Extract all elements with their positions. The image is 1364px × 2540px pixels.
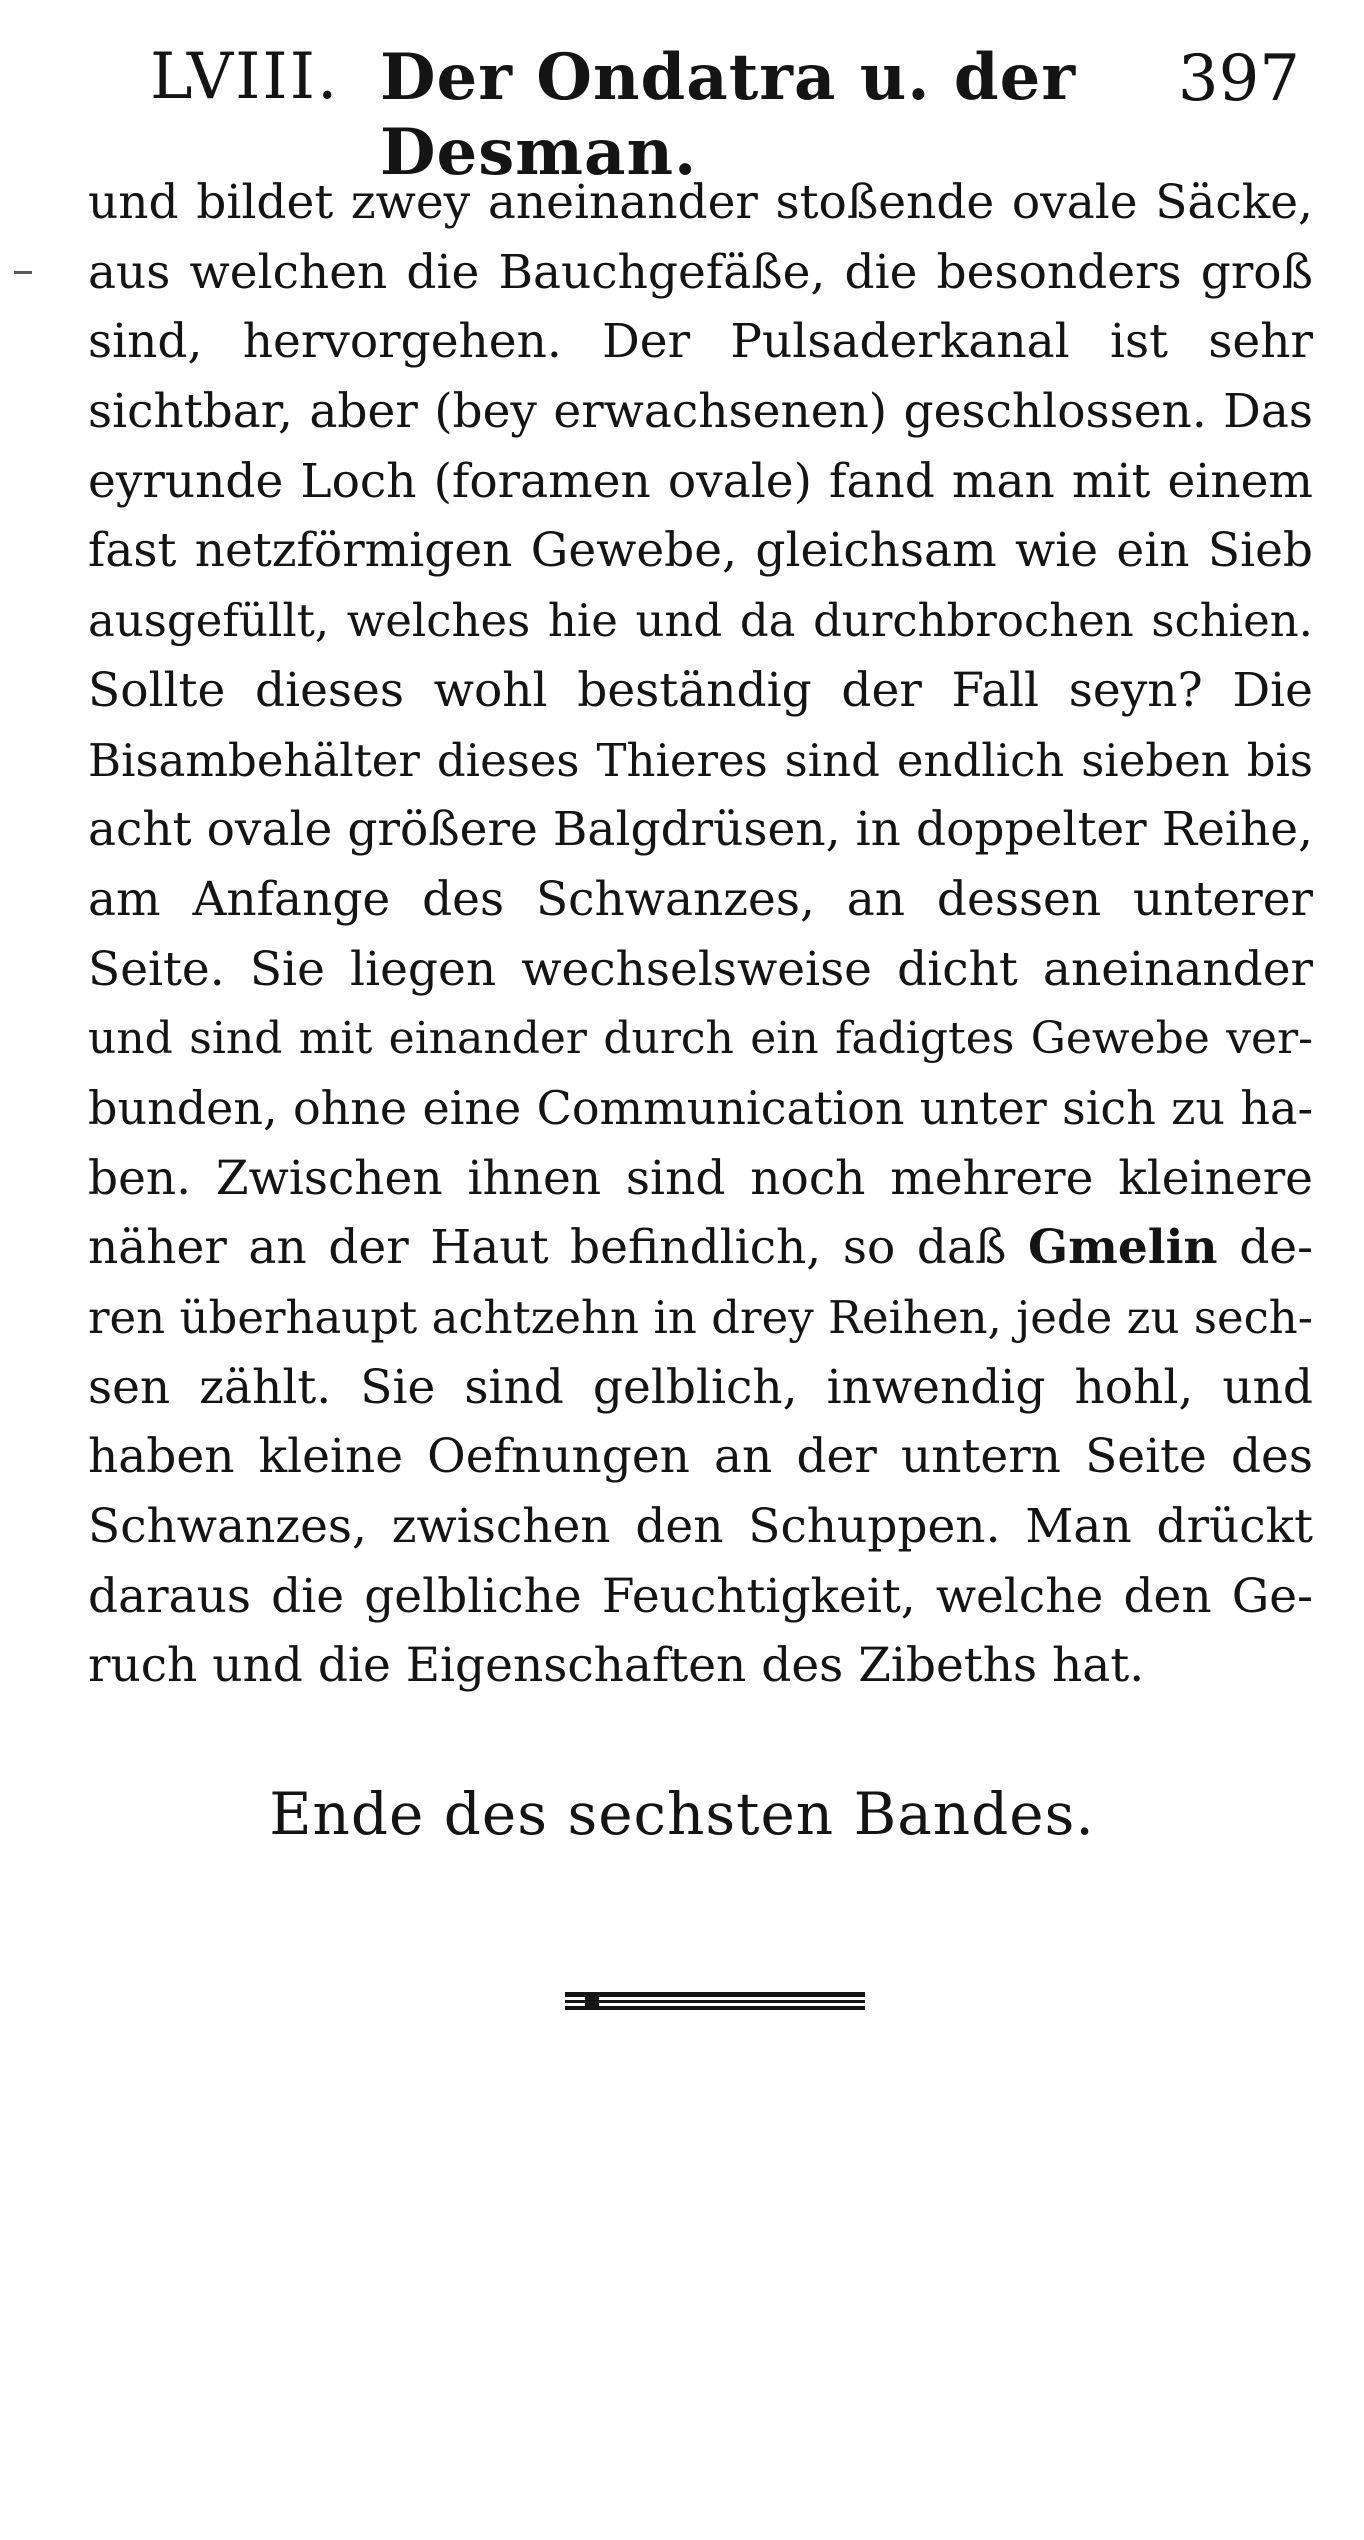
rule-bar: [565, 2000, 865, 2003]
text-line: eyrunde Loch (foramen ovale) fand man mit einem: [88, 453, 1313, 509]
text-line: Schwanzes, zwischen den Schuppen. Man drückt: [88, 1499, 1313, 1555]
text-line: Bisambehälter dieses Thieres sind endlich sieben bis: [88, 733, 1313, 787]
text-line: aus welchen die Bauchgefäße, die besonders groß: [88, 244, 1313, 300]
text-line: ren überhaupt achtzehn in drey Reihen, jede zu sech-: [88, 1291, 1313, 1344]
text-line: Sollte dieses wohl beständig der Fall seyn? Die: [88, 662, 1313, 718]
text-line: bunden, ohne eine Communication unter sich zu ha-: [88, 1080, 1313, 1135]
text-line: Seite. Sie liegen wechselsweise dicht aneinander: [88, 941, 1313, 997]
text-line-with-emphasis: [88, 1213, 1313, 1283]
text-line: sichtbar, aber (bey erwachsenen) geschlossen. Das: [88, 384, 1313, 440]
margin-mark: [14, 271, 32, 274]
text-line: am Anfange des Schwanzes, an dessen unterer: [88, 871, 1313, 927]
text-line: haben kleine Oefnungen an der untern Seite des: [88, 1429, 1313, 1485]
text-line: und sind mit einander durch ein fadigtes Gewebe ver-: [88, 1013, 1313, 1065]
text-line: sen zählt. Sie sind gelblich, inwendig hohl, und: [88, 1359, 1313, 1415]
emphasized-name: Gmelin: [1027, 1220, 1218, 1276]
chapter-number: LVIII.: [150, 40, 340, 114]
text-line: acht ovale größere Balgdrüsen, in doppelter Reihe,: [88, 802, 1313, 858]
end-rule: [565, 1992, 865, 2010]
running-head: [150, 40, 1300, 190]
body-text: [88, 168, 1313, 1701]
text-line: ben. Zwischen ihnen sind noch mehrere kleinere: [88, 1150, 1313, 1206]
running-head-title: Der Ondatra u. der Desman.: [380, 40, 1077, 190]
text-segment: de-: [1217, 1220, 1313, 1276]
text-line: fast netzförmigen Gewebe, gleichsam wie ein Sieb: [88, 523, 1313, 579]
rule-bar: [565, 2006, 865, 2010]
rule-ornament: [585, 1992, 599, 2010]
text-line: und bildet zwey aneinander stoßende ovale Säcke,: [88, 175, 1313, 230]
rule-bar: [565, 1992, 865, 1997]
text-line: ausgefüllt, welches hie und da durchbrochen schien.: [88, 594, 1313, 648]
text-line: daraus die gelbliche Feuchtigkeit, welche den Ge-: [88, 1568, 1313, 1624]
text-line-final: ruch und die Eigenschaften des Zibeths hat.: [88, 1638, 1145, 1694]
page-number: 397: [1177, 42, 1300, 116]
colophon: Ende des sechsten Bandes.: [269, 1780, 1095, 1848]
text-line: sind, hervorgehen. Der Pulsaderkanal ist sehr: [88, 314, 1313, 370]
text-segment: näher an der Haut befindlich, so daß: [88, 1220, 1028, 1276]
